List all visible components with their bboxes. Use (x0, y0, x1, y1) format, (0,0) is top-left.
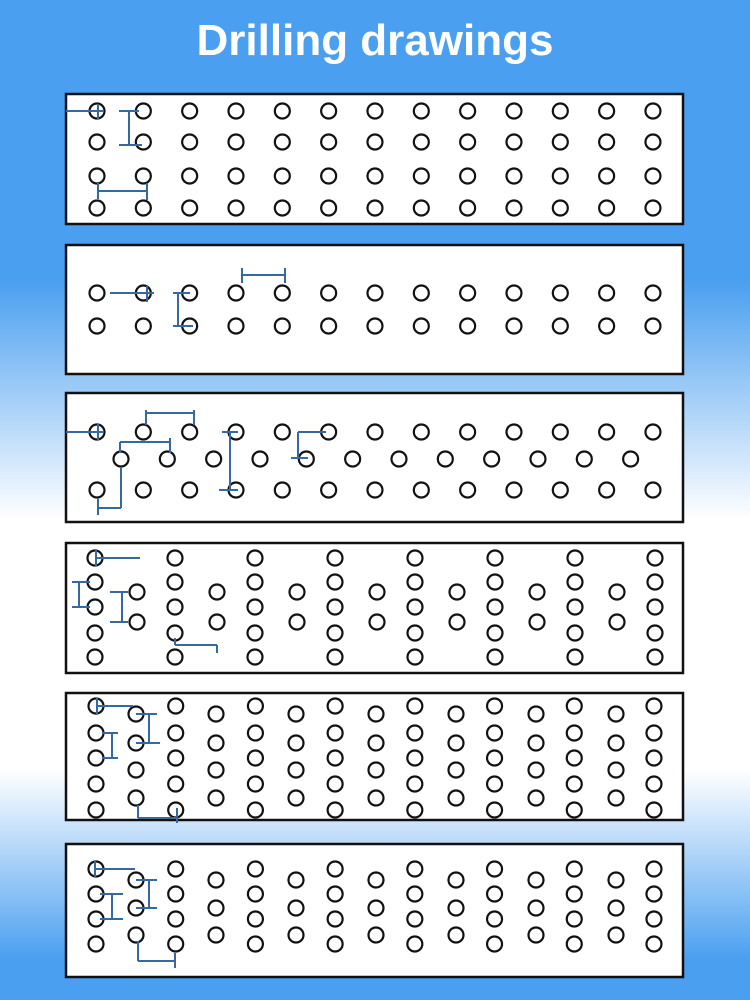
drill-hole (610, 615, 625, 630)
drill-hole (553, 201, 568, 216)
drill-hole (487, 699, 502, 714)
drill-hole (248, 626, 263, 641)
plate-5 (66, 693, 683, 823)
drill-hole (567, 751, 582, 766)
drill-hole (88, 650, 103, 665)
drill-hole (367, 319, 382, 334)
drill-hole (289, 707, 304, 722)
drill-hole (506, 286, 521, 301)
drill-hole (275, 425, 290, 440)
drill-hole (553, 135, 568, 150)
drill-hole (438, 452, 453, 467)
drill-hole (407, 862, 422, 877)
drill-hole (369, 901, 384, 916)
drill-hole (414, 319, 429, 334)
plate-3 (66, 393, 683, 522)
drill-hole (529, 736, 544, 751)
plate-2 (66, 245, 683, 374)
drill-hole (487, 726, 502, 741)
drill-hole (529, 763, 544, 778)
drill-hole (290, 585, 305, 600)
drill-hole (369, 763, 384, 778)
drill-hole (182, 104, 197, 119)
drill-hole (248, 551, 263, 566)
drill-hole (648, 575, 663, 590)
drill-hole (367, 425, 382, 440)
drill-hole (210, 585, 225, 600)
drill-hole (506, 425, 521, 440)
drill-hole (460, 483, 475, 498)
drill-hole (407, 803, 422, 818)
drill-hole (648, 626, 663, 641)
drill-hole (408, 650, 423, 665)
drill-hole (328, 626, 343, 641)
drill-hole (599, 104, 614, 119)
drill-hole (488, 626, 503, 641)
drill-hole (182, 201, 197, 216)
drill-hole (609, 791, 624, 806)
drill-hole (275, 319, 290, 334)
drill-hole (248, 650, 263, 665)
drill-hole (408, 551, 423, 566)
drill-hole (414, 104, 429, 119)
drill-hole (506, 104, 521, 119)
drill-hole (275, 135, 290, 150)
drill-hole (168, 650, 183, 665)
drill-hole (646, 699, 661, 714)
drill-hole (136, 135, 151, 150)
drill-hole (646, 862, 661, 877)
drill-hole (646, 777, 661, 792)
drill-hole (488, 650, 503, 665)
drill-hole (506, 135, 521, 150)
drill-hole (328, 937, 343, 952)
drill-hole (414, 201, 429, 216)
drill-hole (209, 901, 224, 916)
drill-hole (289, 928, 304, 943)
drill-hole (414, 135, 429, 150)
drill-hole (275, 104, 290, 119)
drill-hole (248, 887, 263, 902)
drill-hole (648, 600, 663, 615)
drill-hole (90, 483, 105, 498)
drill-hole (136, 483, 151, 498)
drill-hole (369, 707, 384, 722)
drill-hole (168, 803, 183, 818)
drill-hole (90, 135, 105, 150)
drill-hole (391, 452, 406, 467)
drill-hole (136, 201, 151, 216)
drill-hole (567, 726, 582, 741)
drill-hole (567, 912, 582, 927)
drill-hole (408, 575, 423, 590)
drill-hole (248, 751, 263, 766)
drill-hole (328, 777, 343, 792)
drill-hole (599, 425, 614, 440)
drill-hole (328, 575, 343, 590)
drill-hole (645, 286, 660, 301)
drill-hole (289, 901, 304, 916)
drill-hole (168, 751, 183, 766)
drill-hole (460, 319, 475, 334)
drill-hole (567, 777, 582, 792)
drill-hole (414, 483, 429, 498)
drill-hole (321, 104, 336, 119)
drill-hole (209, 707, 224, 722)
drill-hole (182, 169, 197, 184)
drill-hole (449, 791, 464, 806)
drill-hole (328, 862, 343, 877)
drill-hole (328, 751, 343, 766)
drill-hole (414, 286, 429, 301)
drill-hole (646, 803, 661, 818)
drill-hole (129, 763, 144, 778)
drill-hole (488, 575, 503, 590)
drill-hole (648, 551, 663, 566)
drill-hole (168, 699, 183, 714)
drill-hole (275, 483, 290, 498)
drill-hole (206, 452, 221, 467)
drill-hole (646, 937, 661, 952)
drill-hole (553, 169, 568, 184)
drill-hole (88, 626, 103, 641)
drill-hole (645, 169, 660, 184)
drill-hole (407, 937, 422, 952)
drill-hole (530, 615, 545, 630)
drill-hole (168, 600, 183, 615)
drill-hole (460, 104, 475, 119)
drill-hole (529, 873, 544, 888)
drill-hole (506, 483, 521, 498)
drill-hole (168, 937, 183, 952)
drill-hole (328, 600, 343, 615)
drill-hole (646, 751, 661, 766)
drill-hole (182, 483, 197, 498)
drill-hole (460, 286, 475, 301)
drill-hole (90, 201, 105, 216)
drill-hole (487, 862, 502, 877)
drill-hole (321, 135, 336, 150)
drill-hole (567, 803, 582, 818)
drill-hole (369, 791, 384, 806)
drill-hole (89, 777, 104, 792)
drill-hole (130, 615, 145, 630)
drill-hole (248, 575, 263, 590)
drill-hole (599, 201, 614, 216)
drill-hole (460, 425, 475, 440)
drill-hole (645, 483, 660, 498)
drill-hole (567, 862, 582, 877)
drill-hole (599, 483, 614, 498)
drill-hole (321, 286, 336, 301)
drill-hole (567, 887, 582, 902)
drill-hole (599, 319, 614, 334)
drill-hole (275, 286, 290, 301)
drill-hole (449, 763, 464, 778)
drill-hole (599, 135, 614, 150)
drill-hole (609, 928, 624, 943)
drill-hole (248, 600, 263, 615)
drill-hole (487, 803, 502, 818)
drill-hole (367, 104, 382, 119)
drill-hole (248, 937, 263, 952)
drill-hole (645, 425, 660, 440)
drill-hole (168, 726, 183, 741)
drill-hole (275, 201, 290, 216)
drill-hole (209, 928, 224, 943)
drill-hole (567, 699, 582, 714)
drill-hole (646, 912, 661, 927)
drill-hole (487, 912, 502, 927)
drill-hole (567, 937, 582, 952)
drill-hole (367, 286, 382, 301)
drill-hole (89, 726, 104, 741)
drill-hole (328, 912, 343, 927)
drill-hole (129, 928, 144, 943)
drill-hole (609, 736, 624, 751)
drill-hole (228, 286, 243, 301)
drill-hole (645, 135, 660, 150)
drill-hole (228, 201, 243, 216)
drill-hole (408, 600, 423, 615)
drill-hole (449, 707, 464, 722)
drill-hole (568, 626, 583, 641)
drill-hole (168, 862, 183, 877)
drill-hole (449, 873, 464, 888)
drill-hole (90, 286, 105, 301)
drill-hole (460, 135, 475, 150)
drill-hole (609, 901, 624, 916)
drill-hole (414, 169, 429, 184)
drill-hole (450, 615, 465, 630)
drill-hole (228, 319, 243, 334)
drill-hole (553, 483, 568, 498)
drill-hole (487, 937, 502, 952)
drill-hole (209, 763, 224, 778)
drill-hole (370, 585, 385, 600)
drill-hole (321, 169, 336, 184)
drill-hole (369, 736, 384, 751)
drill-hole (506, 319, 521, 334)
drill-hole (369, 928, 384, 943)
drill-hole (568, 600, 583, 615)
drill-hole (168, 551, 183, 566)
drill-hole (228, 104, 243, 119)
drill-hole (407, 726, 422, 741)
drill-hole (599, 286, 614, 301)
drill-hole (275, 169, 290, 184)
drill-hole (553, 319, 568, 334)
drill-hole (328, 803, 343, 818)
drill-hole (460, 201, 475, 216)
plate-4 (66, 543, 683, 673)
drill-hole (449, 901, 464, 916)
drill-hole (407, 699, 422, 714)
drill-hole (646, 887, 661, 902)
drill-hole (645, 319, 660, 334)
drill-hole (210, 615, 225, 630)
drill-hole (407, 887, 422, 902)
drill-hole (136, 169, 151, 184)
drill-hole (248, 777, 263, 792)
drill-hole (568, 650, 583, 665)
drill-hole (449, 928, 464, 943)
drill-hole (345, 452, 360, 467)
drill-hole (370, 615, 385, 630)
drill-hole (290, 615, 305, 630)
drill-hole (529, 707, 544, 722)
drill-hole (136, 319, 151, 334)
drill-hole (182, 425, 197, 440)
drill-hole (407, 777, 422, 792)
drill-hole (488, 551, 503, 566)
drill-hole (484, 452, 499, 467)
drill-hole (114, 452, 129, 467)
drill-hole (228, 135, 243, 150)
drill-hole (328, 726, 343, 741)
drill-hole (506, 201, 521, 216)
drill-hole (328, 551, 343, 566)
drill-hole (248, 862, 263, 877)
drill-hole (321, 319, 336, 334)
drill-hole (553, 104, 568, 119)
drill-hole (449, 736, 464, 751)
drill-hole (369, 873, 384, 888)
drill-hole (645, 201, 660, 216)
plate-6 (66, 844, 683, 977)
drill-hole (328, 887, 343, 902)
drill-hole (529, 928, 544, 943)
drill-hole (553, 425, 568, 440)
drill-hole (89, 751, 104, 766)
drill-hole (407, 751, 422, 766)
drill-hole (568, 575, 583, 590)
drill-hole (506, 169, 521, 184)
drill-hole (90, 319, 105, 334)
plate-2-outline (66, 245, 683, 374)
drill-hole (252, 452, 267, 467)
drill-hole (367, 201, 382, 216)
drill-hole (408, 626, 423, 641)
drill-hole (168, 777, 183, 792)
drill-hole (648, 650, 663, 665)
drill-hole (487, 777, 502, 792)
drill-hole (460, 169, 475, 184)
drill-hole (529, 791, 544, 806)
drill-hole (182, 135, 197, 150)
drill-hole (89, 803, 104, 818)
drill-hole (450, 585, 465, 600)
drill-hole (209, 736, 224, 751)
drill-hole (367, 169, 382, 184)
plate-1 (66, 94, 683, 224)
drill-hole (488, 600, 503, 615)
drill-hole (367, 483, 382, 498)
page-title: Drilling drawings (196, 16, 554, 65)
drill-hole (367, 135, 382, 150)
drill-hole (289, 791, 304, 806)
drill-hole (407, 912, 422, 927)
drill-hole (248, 912, 263, 927)
drill-hole (321, 483, 336, 498)
drill-hole (289, 873, 304, 888)
drill-hole (168, 912, 183, 927)
drill-hole (609, 707, 624, 722)
drill-hole (487, 751, 502, 766)
drill-hole (228, 169, 243, 184)
drill-hole (609, 873, 624, 888)
drill-hole (168, 887, 183, 902)
plate-4-outline (66, 543, 683, 673)
drill-hole (530, 585, 545, 600)
drill-hole (529, 901, 544, 916)
drill-hole (414, 425, 429, 440)
drill-hole (609, 763, 624, 778)
drill-hole (577, 452, 592, 467)
drill-hole (209, 791, 224, 806)
drill-hole (136, 425, 151, 440)
drill-hole (90, 169, 105, 184)
drill-hole (599, 169, 614, 184)
drill-hole (168, 575, 183, 590)
drill-hole (89, 937, 104, 952)
drill-hole (289, 763, 304, 778)
drill-hole (328, 699, 343, 714)
drill-hole (248, 726, 263, 741)
drill-hole (129, 791, 144, 806)
drill-hole (248, 699, 263, 714)
drill-hole (289, 736, 304, 751)
drill-hole (645, 104, 660, 119)
drill-hole (209, 873, 224, 888)
drill-hole (610, 585, 625, 600)
drill-hole (321, 201, 336, 216)
drill-hole (646, 726, 661, 741)
drill-hole (130, 585, 145, 600)
drill-hole (248, 803, 263, 818)
drill-hole (553, 286, 568, 301)
drill-hole (623, 452, 638, 467)
drill-hole (328, 650, 343, 665)
drill-hole (568, 551, 583, 566)
drill-hole (160, 452, 175, 467)
drill-hole (487, 887, 502, 902)
drill-hole (530, 452, 545, 467)
